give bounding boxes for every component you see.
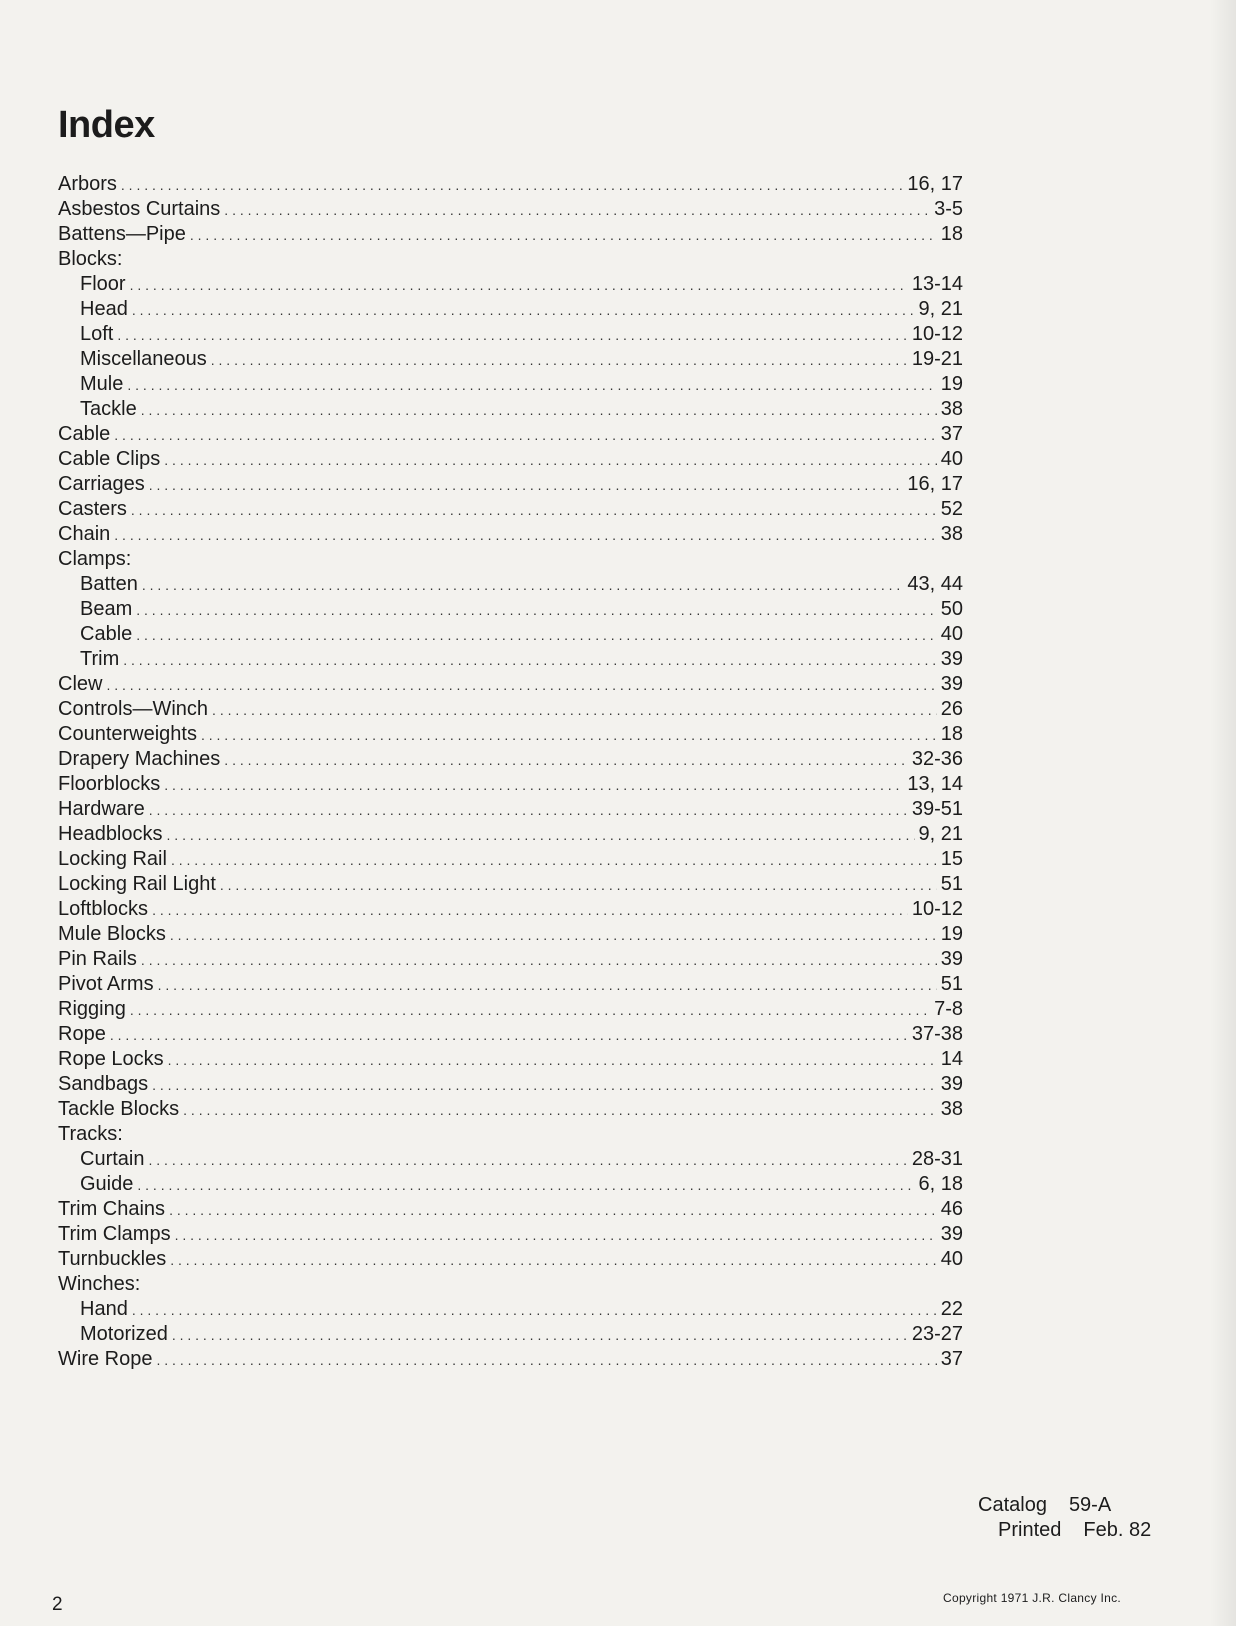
dot-leader bbox=[211, 348, 908, 373]
index-entry bbox=[58, 797, 963, 822]
dot-leader bbox=[172, 1323, 908, 1348]
dot-leader bbox=[141, 398, 937, 423]
index-entry-pages: 16, 17 bbox=[907, 173, 963, 195]
index-entry-label: Tackle Blocks bbox=[58, 1098, 180, 1120]
index-entry-label: Chain bbox=[58, 523, 111, 545]
index-entry bbox=[58, 722, 963, 747]
index-entry bbox=[58, 1222, 963, 1247]
dot-leader bbox=[148, 1148, 907, 1173]
index-entry-pages: 46 bbox=[940, 1198, 963, 1220]
index-entry-pages: 38 bbox=[940, 1098, 963, 1120]
dot-leader bbox=[152, 898, 908, 923]
index-entry bbox=[58, 472, 963, 497]
index-entry-pages: 15 bbox=[940, 848, 963, 870]
index-entry bbox=[58, 497, 963, 522]
index-entry-pages: 16, 17 bbox=[907, 473, 963, 495]
index-entry bbox=[58, 1347, 963, 1372]
index-entry-pages: 32-36 bbox=[911, 748, 963, 770]
index-entry-label: Trim bbox=[80, 648, 120, 670]
index-entry-label: Locking Rail bbox=[58, 848, 167, 870]
dot-leader bbox=[201, 723, 937, 748]
index-category-heading bbox=[58, 1272, 963, 1297]
index-entry-pages: 10-12 bbox=[911, 898, 963, 920]
index-entry-pages: 37 bbox=[940, 423, 963, 445]
page-edge-shadow bbox=[1210, 0, 1236, 1626]
index-entry bbox=[58, 947, 963, 972]
index-entry bbox=[58, 1297, 963, 1322]
dot-leader bbox=[136, 623, 936, 648]
index-entry-pages: 39-51 bbox=[911, 798, 963, 820]
index-entry-pages: 6, 18 bbox=[918, 1173, 963, 1195]
index-entry-pages: 13, 14 bbox=[907, 773, 963, 795]
index-entry bbox=[58, 1022, 963, 1047]
index-entry-pages: 40 bbox=[940, 623, 963, 645]
index-entry-label: Miscellaneous bbox=[80, 348, 207, 370]
index-entry bbox=[58, 997, 963, 1022]
index-list bbox=[58, 172, 963, 1372]
index-entry bbox=[58, 1322, 963, 1347]
index-entry-pages: 43, 44 bbox=[907, 573, 963, 595]
dot-leader bbox=[224, 748, 908, 773]
index-entry bbox=[58, 597, 963, 622]
dot-leader bbox=[171, 848, 937, 873]
index-entry-label: Cable bbox=[80, 623, 133, 645]
page-title: Index bbox=[58, 104, 155, 146]
index-entry-label: Tracks: bbox=[58, 1123, 123, 1145]
index-entry-pages: 52 bbox=[940, 498, 963, 520]
index-entry-pages: 22 bbox=[940, 1298, 963, 1320]
index-entry-pages: 3-5 bbox=[934, 198, 963, 220]
index-entry bbox=[58, 272, 963, 297]
index-entry-pages: 40 bbox=[940, 1248, 963, 1270]
index-entry bbox=[58, 1047, 963, 1072]
dot-leader bbox=[110, 1023, 908, 1048]
dot-leader bbox=[158, 973, 937, 998]
index-entry-label: Casters bbox=[58, 498, 127, 520]
catalog-number: 59-A bbox=[1068, 1494, 1112, 1516]
dot-leader bbox=[164, 773, 903, 798]
index-entry-label: Trim Chains bbox=[58, 1198, 166, 1220]
index-category-heading bbox=[58, 1122, 963, 1147]
index-entry bbox=[58, 647, 963, 672]
index-entry-pages: 50 bbox=[940, 598, 963, 620]
dot-leader bbox=[132, 1298, 937, 1323]
catalog-label: Catalog bbox=[978, 1494, 1047, 1516]
index-entry bbox=[58, 897, 963, 922]
dot-leader bbox=[142, 573, 904, 598]
index-entry bbox=[58, 222, 963, 247]
dot-leader bbox=[117, 323, 907, 348]
index-entry-pages: 28-31 bbox=[911, 1148, 963, 1170]
dot-leader bbox=[183, 1098, 937, 1123]
index-entry-pages: 39 bbox=[940, 1223, 963, 1245]
index-entry bbox=[58, 397, 963, 422]
index-entry-label: Clew bbox=[58, 673, 103, 695]
index-entry-label: Floor bbox=[80, 273, 126, 295]
index-entry-pages: 13-14 bbox=[911, 273, 963, 295]
index-entry-label: Headblocks bbox=[58, 823, 163, 845]
index-entry-label: Rigging bbox=[58, 998, 126, 1020]
index-category-heading bbox=[58, 547, 963, 572]
index-entry-pages: 38 bbox=[940, 398, 963, 420]
index-entry bbox=[58, 297, 963, 322]
index-entry bbox=[58, 172, 963, 197]
index-entry-pages: 38 bbox=[940, 523, 963, 545]
index-entry bbox=[58, 922, 963, 947]
catalog-line bbox=[978, 1493, 1151, 1518]
index-category-heading bbox=[58, 247, 963, 272]
index-entry-label: Drapery Machines bbox=[58, 748, 221, 770]
dot-leader bbox=[170, 1248, 937, 1273]
index-entry bbox=[58, 1197, 963, 1222]
index-entry-pages: 26 bbox=[940, 698, 963, 720]
index-entry bbox=[58, 322, 963, 347]
index-entry bbox=[58, 1097, 963, 1122]
index-entry-label: Arbors bbox=[58, 173, 117, 195]
dot-leader bbox=[170, 923, 937, 948]
index-entry bbox=[58, 422, 963, 447]
dot-leader bbox=[121, 173, 903, 198]
index-entry-label: Counterweights bbox=[58, 723, 197, 745]
index-entry-label: Battens—Pipe bbox=[58, 223, 186, 245]
dot-leader bbox=[156, 1348, 936, 1373]
index-entry-label: Carriages bbox=[58, 473, 145, 495]
index-entry-label: Sandbags bbox=[58, 1073, 149, 1095]
index-entry-label: Tackle bbox=[80, 398, 137, 420]
dot-leader bbox=[152, 1073, 937, 1098]
index-entry-label: Hand bbox=[80, 1298, 128, 1320]
index-entry bbox=[58, 697, 963, 722]
dot-leader bbox=[106, 673, 936, 698]
dot-leader bbox=[224, 198, 930, 223]
dot-leader bbox=[114, 523, 936, 548]
index-entry-label: Mule bbox=[80, 373, 124, 395]
copyright-notice: Copyright 1971 J.R. Clancy Inc. bbox=[943, 1591, 1122, 1605]
index-entry-label: Loftblocks bbox=[58, 898, 149, 920]
index-entry bbox=[58, 1247, 963, 1272]
dot-leader bbox=[132, 298, 915, 323]
catalog-info bbox=[978, 1493, 1151, 1543]
index-entry-pages: 40 bbox=[940, 448, 963, 470]
index-entry bbox=[58, 347, 963, 372]
index-entry bbox=[58, 1147, 963, 1172]
index-entry bbox=[58, 822, 963, 847]
index-entry bbox=[58, 572, 963, 597]
index-entry-label: Controls—Winch bbox=[58, 698, 209, 720]
index-entry-label: Floorblocks bbox=[58, 773, 161, 795]
page-number: 2 bbox=[52, 1594, 63, 1615]
index-entry bbox=[58, 622, 963, 647]
index-entry bbox=[58, 672, 963, 697]
index-entry-label: Asbestos Curtains bbox=[58, 198, 221, 220]
index-entry-label: Beam bbox=[80, 598, 133, 620]
index-entry-label: Head bbox=[80, 298, 128, 320]
index-entry-label: Mule Blocks bbox=[58, 923, 166, 945]
index-entry-label: Clamps: bbox=[58, 548, 132, 570]
index-entry-label: Batten bbox=[80, 573, 138, 595]
index-entry bbox=[58, 447, 963, 472]
dot-leader bbox=[114, 423, 936, 448]
index-entry-pages: 9, 21 bbox=[918, 298, 963, 320]
index-entry-label: Cable bbox=[58, 423, 111, 445]
index-entry-pages: 39 bbox=[940, 648, 963, 670]
index-entry-pages: 23-27 bbox=[911, 1323, 963, 1345]
index-entry bbox=[58, 872, 963, 897]
dot-leader bbox=[149, 473, 904, 498]
dot-leader bbox=[136, 598, 937, 623]
index-entry bbox=[58, 772, 963, 797]
index-entry-label: Pivot Arms bbox=[58, 973, 154, 995]
dot-leader bbox=[141, 948, 937, 973]
index-entry-pages: 18 bbox=[940, 223, 963, 245]
dot-leader bbox=[149, 798, 908, 823]
index-entry-label: Winches: bbox=[58, 1273, 141, 1295]
index-entry bbox=[58, 197, 963, 222]
index-entry-pages: 39 bbox=[940, 948, 963, 970]
index-entry-pages: 7-8 bbox=[934, 998, 963, 1020]
index-entry-pages: 10-12 bbox=[911, 323, 963, 345]
dot-leader bbox=[164, 448, 936, 473]
dot-leader bbox=[137, 1173, 914, 1198]
index-entry bbox=[58, 522, 963, 547]
dot-leader bbox=[190, 223, 937, 248]
index-entry-label: Curtain bbox=[80, 1148, 145, 1170]
index-entry-pages: 9, 21 bbox=[918, 823, 963, 845]
dot-leader bbox=[220, 873, 937, 898]
dot-leader bbox=[123, 648, 937, 673]
dot-leader bbox=[167, 823, 915, 848]
index-entry-pages: 19 bbox=[940, 923, 963, 945]
index-entry bbox=[58, 372, 963, 397]
index-entry-label: Guide bbox=[80, 1173, 134, 1195]
printed-label: Printed bbox=[998, 1519, 1062, 1541]
dot-leader bbox=[212, 698, 937, 723]
index-entry-label: Rope Locks bbox=[58, 1048, 164, 1070]
dot-leader bbox=[175, 1223, 937, 1248]
dot-leader bbox=[168, 1048, 937, 1073]
index-entry bbox=[58, 1072, 963, 1097]
index-entry-label: Trim Clamps bbox=[58, 1223, 171, 1245]
index-entry-pages: 39 bbox=[940, 673, 963, 695]
index-entry-label: Hardware bbox=[58, 798, 145, 820]
index-entry-pages: 18 bbox=[940, 723, 963, 745]
index-entry-label: Cable Clips bbox=[58, 448, 161, 470]
index-entry-label: Blocks: bbox=[58, 248, 123, 270]
index-entry bbox=[58, 847, 963, 872]
index-entry-label: Motorized bbox=[80, 1323, 168, 1345]
index-entry-pages: 19-21 bbox=[911, 348, 963, 370]
dot-leader bbox=[127, 373, 936, 398]
printed-date: Feb. 82 bbox=[1083, 1519, 1152, 1541]
index-entry bbox=[58, 747, 963, 772]
index-entry-pages: 39 bbox=[940, 1073, 963, 1095]
index-entry bbox=[58, 972, 963, 997]
dot-leader bbox=[169, 1198, 937, 1223]
printed-line bbox=[978, 1518, 1151, 1543]
index-entry-label: Rope bbox=[58, 1023, 106, 1045]
index-entry-pages: 51 bbox=[940, 873, 963, 895]
index-entry-label: Wire Rope bbox=[58, 1348, 153, 1370]
index-entry-pages: 19 bbox=[940, 373, 963, 395]
dot-leader bbox=[130, 998, 930, 1023]
index-entry-label: Turnbuckles bbox=[58, 1248, 167, 1270]
index-entry-pages: 51 bbox=[940, 973, 963, 995]
dot-leader bbox=[131, 498, 937, 523]
index-entry-label: Pin Rails bbox=[58, 948, 137, 970]
index-entry bbox=[58, 1172, 963, 1197]
index-entry-label: Loft bbox=[80, 323, 114, 345]
index-entry-pages: 37 bbox=[940, 1348, 963, 1370]
index-entry-label: Locking Rail Light bbox=[58, 873, 216, 895]
dot-leader bbox=[130, 273, 908, 298]
index-entry-pages: 37-38 bbox=[911, 1023, 963, 1045]
index-entry-pages: 14 bbox=[940, 1048, 963, 1070]
